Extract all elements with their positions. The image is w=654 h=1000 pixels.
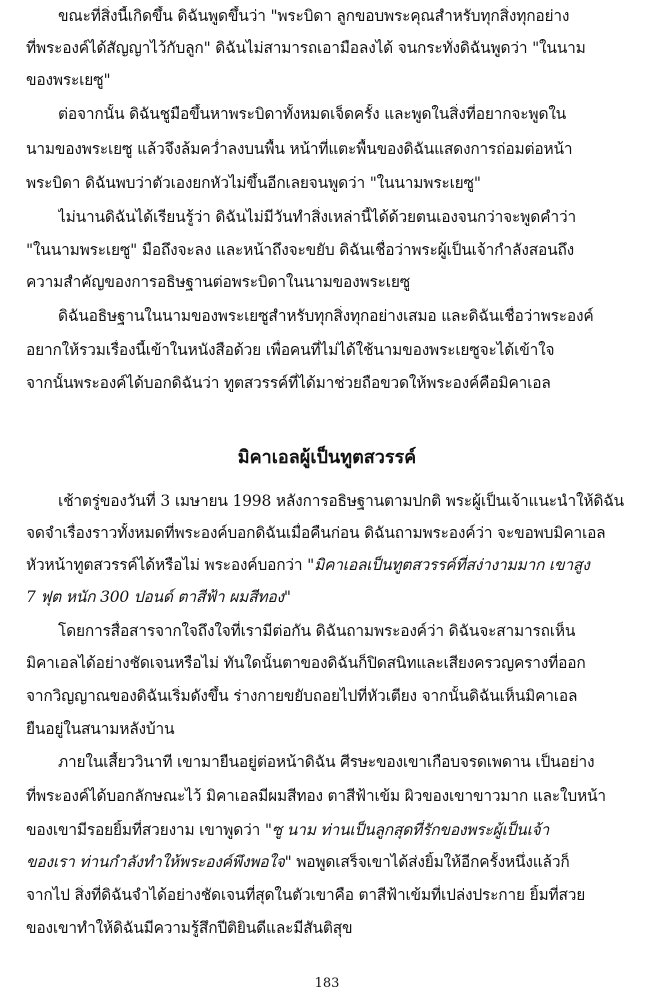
quoted-speech: ของเรา ท่านกำลังทำให้พระองค์พึงพอใจ" xyxy=(26,853,292,871)
quoted-speech: "มิคาเอลเป็นทูตสวรรค์ที่สง่างามมาก เขาสูง xyxy=(307,556,590,574)
section-paragraph-3-line-3 xyxy=(26,820,628,842)
page-number: 183 xyxy=(314,976,340,991)
section-paragraph-3-line-5: จากไป สิ่งที่ดิฉันจำได้อย่างชัดเจนที่สุดในตัวเขาคือ ตาสีฟ้าเข้มที่เปล่งประกาย ยิ้มที่สวย xyxy=(26,886,586,904)
section-paragraph-3-line-4 xyxy=(26,852,628,874)
section-paragraph-1-line-2: จดจำเรื่องราวทั้งหมดที่พระองค์บอกดิฉันเมื่อคืนก่อน ดิฉันถามพระองค์ว่า จะขอพบมิคาเอล xyxy=(26,524,606,542)
paragraph-2-line-1: ต่อจากนั้น ดิฉันชูมือขึ้นหาพระบิดาทั้งหมดเจ็ดครั้ง และพูดในสิ่งที่อยากจะพูดใน xyxy=(58,105,567,123)
section-paragraph-2-line-3: จากวิญญาณของดิฉันเริ่มดังขึ้น ร่างกายขยับถอยไปที่หัวเตียง จากนั้นดิฉันเห็นมิคาเอล xyxy=(26,687,578,705)
paragraph-4-line-2: อยากให้รวมเรื่องนี้เข้าในหนังสือด้วย เพื่อคนที่ไม่ได้ใช้นามของพระเยซูจะได้เข้าใจ xyxy=(26,341,555,359)
quoted-speech: "ซู นาม ท่านเป็นลูกสุดที่รักของพระผู้เป็นเจ้า xyxy=(264,821,550,839)
paragraph-2-line-3: พระบิดา ดิฉันพบว่าตัวเองยกหัวไม่ขึ้นอีกเลยจนพูดว่า "ในนามพระเยซู" xyxy=(26,174,481,192)
paragraph-4-line-1: ดิฉันอธิษฐานในนามของพระเยซูสำหรับทุกสิ่งทุกอย่างเสมอ และดิฉันเชื่อว่าพระองค์ xyxy=(58,307,594,325)
section-paragraph-1-line-1: เช้าตรู่ของวันที่ 3 เมษายน 1998 หลังการอธิษฐานตามปกติ พระผู้เป็นเจ้าแนะนำให้ดิฉัน xyxy=(58,492,624,510)
paragraph-1-line-2: ที่พระองค์ได้สัญญาไว้กับลูก" ดิฉันไม่สามารถเอามือลงได้ จนกระทั่งดิฉันพูดว่า "ในนาม xyxy=(26,39,586,57)
paragraph-1-line-3: ของพระเยซู" xyxy=(26,71,111,89)
paragraph-4-line-3: จากนั้นพระองค์ได้บอกดิฉันว่า ทูตสวรรค์ที่ได้มาช่วยถือขวดให้พระองค์คือมิคาเอล xyxy=(26,374,551,392)
section-paragraph-1-line-4 xyxy=(26,587,628,609)
section-paragraph-2-line-2: มิคาเอลได้อย่างชัดเจนหรือไม่ ทันใดนั้นตาของดิฉันก็ปิดสนิทและเสียงครวญครางที่ออก xyxy=(26,654,586,672)
section-paragraph-1-line-3 xyxy=(26,555,628,577)
section-heading: มิคาเอลผู้เป็นทูตสวรรค์ xyxy=(237,447,417,468)
section-paragraph-3-line-2: ที่พระองค์ได้บอกลักษณะไว้ มิคาเอลมีผมสีทอง ตาสีฟ้าเข้ม ผิวของเขาขาวมาก และใบหน้า xyxy=(26,787,606,805)
line-text: ของเขามีรอยยิ้มที่สวยงาม เขาพูดว่า xyxy=(26,821,265,839)
line-text: หัวหน้าทูตสวรรค์ได้หรือไม่ พระองค์บอกว่า xyxy=(26,556,308,574)
paragraph-3-line-3: ความสำคัญของการอธิษฐานต่อพระบิดาในนามของพระเยซู xyxy=(26,273,411,291)
quoted-speech: 7 ฟุต หนัก 300 ปอนด์ ตาสีฟ้า ผมสีทอง" xyxy=(26,588,291,606)
section-paragraph-3-line-1: ภายในเสี้ยววินาที เขามายืนอยู่ต่อหน้าดิฉัน ศีรษะของเขาเกือบจรดเพดาน เป็นอย่าง xyxy=(58,753,595,771)
paragraph-1-line-1: ขณะที่สิ่งนี้เกิดขึ้น ดิฉันพูดขึ้นว่า "พระบิดา ลูกขอบพระคุณสำหรับทุกสิ่งทุกอย่าง xyxy=(58,7,570,25)
paragraph-3-line-2: "ในนามพระเยซู" มือถึงจะลง และหน้าถึงจะขยับ ดิฉันเชื่อว่าพระผู้เป็นเจ้ากำลังสอนถึง xyxy=(26,241,575,259)
paragraph-2-line-2: นามของพระเยซู แล้วจึงล้มคว่ำลงบนพื้น หน้าที่แตะพื้นของดิฉันแสดงการถ่อมต่อหน้า xyxy=(26,140,573,158)
line-text: พอพูดเสร็จเขาได้ส่งยิ้มให้อีกครั้งหนึ่งแล้วก็ xyxy=(291,853,570,871)
section-paragraph-2-line-4: ยืนอยู่ในสนามหลังบ้าน xyxy=(26,720,175,738)
section-paragraph-3-line-6: ของเขาทำให้ดิฉันมีความรู้สึกปีติยินดีและมีสันติสุข xyxy=(26,919,353,937)
paragraph-3-line-1: ไม่นานดิฉันได้เรียนรู้ว่า ดิฉันไม่มีวันทำสิ่งเหล่านี้ได้ด้วยตนเองจนกว่าจะพูดคำว่า xyxy=(58,208,576,226)
section-paragraph-2-line-1: โดยการสื่อสารจากใจถึงใจที่เรามีต่อกัน ดิฉันถามพระองค์ว่า ดิฉันจะสามารถเห็น xyxy=(58,622,576,640)
